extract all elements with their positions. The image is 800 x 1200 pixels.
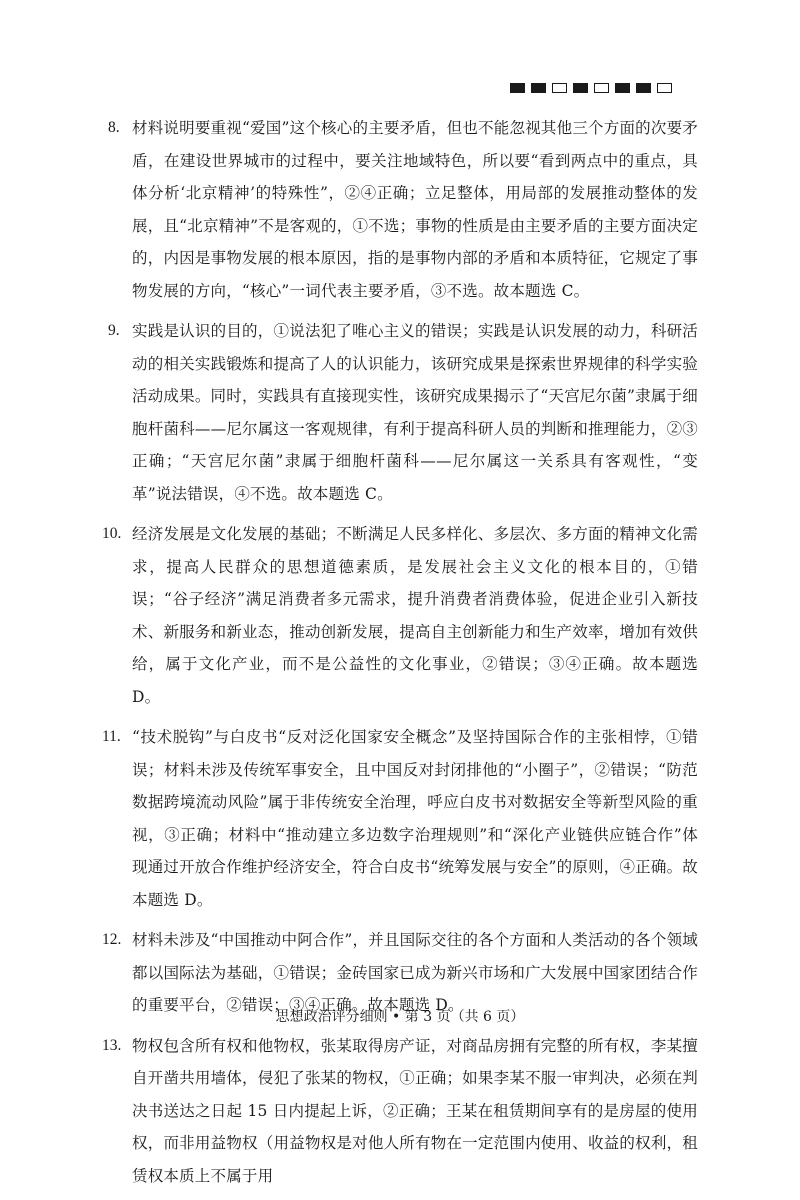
answer-text: 物权包含所有权和他物权，张某取得房产证，对商品房拥有完整的所有权，李某擅自开凿共用墙体，侵犯了张某的物权，①正确；如果李某不服一审判决，必须在判决书送达之日起 15 日内提起上诉，②正确；王某在租赁期间享有的是房屋的使用权，而非用益物权（用益物权是对他人所有物在一定范围内使用、收益的权利，租赁权本质上不属于用 — [132, 1036, 698, 1185]
answer-list — [102, 112, 698, 1200]
answer-number: 9. — [108, 322, 120, 339]
answer-item — [108, 112, 698, 307]
answer-number: 13. — [102, 1036, 122, 1054]
header-mark — [552, 83, 567, 93]
answer-text: 实践是认识的目的，①说法犯了唯心主义的错误；实践是认识发展的动力，科研活动的相关实践锻炼和提高了人的认识能力，该研究成果是探索世界规律的科学实验活动成果。同时，实践具有直接现实性，该研究成果揭示了“天宫尼尔菌”隶属于细胞杆菌科——尼尔属这一客观规律，有利于提高科研人员的判断和推理能力，②③正确；“天宫尼尔菌”隶属于细胞杆菌科——尼尔属这一关系具有客观性，“变革”说法错误，④不选。故本题选 C。 — [132, 322, 698, 503]
answer-number: 10. — [102, 525, 122, 542]
answer-text: 材料未涉及“中国推动中阿合作”，并且国际交往的各个方面和人类活动的各个领域都以国际法为基础，①错误；金砖国家已成为新兴市场和广大发展中国家团结合作的重要平台，②错误；③④正确。故本题选 D。 — [132, 931, 698, 1014]
header-mark — [510, 83, 525, 93]
answer-item — [108, 315, 698, 510]
page-footer: 思想政治评分细则 • 第 3 页（共 6 页） — [275, 1009, 525, 1025]
header-mark — [531, 83, 546, 93]
answer-text: 材料说明要重视“爱国”这个核心的主要矛盾，但也不能忽视其他三个方面的次要矛盾，在建设世界城市的过程中，要关注地域特色，所以要“看到两点中的重点，具体分析‘北京精神’的特殊性”，②④正确；立足整体，用局部的发展推动整体的发展，且“北京精神”不是客观的，①不选；事物的性质是由主要矛盾的主要方面决定的，内因是事物发展的根本原因，指的是事物内部的矛盾和本质特征，它规定了事物发展的方向，“核心”一词代表主要矛盾，③不选。故本题选 C。 — [132, 119, 698, 300]
header-mark — [573, 83, 588, 93]
answer-item — [102, 1030, 698, 1193]
header-mark — [594, 83, 609, 93]
header-mark — [657, 83, 672, 93]
answer-number: 8. — [108, 119, 120, 136]
header-marks — [510, 83, 672, 93]
header-mark — [615, 83, 630, 93]
answer-number: 11. — [102, 728, 121, 745]
answer-number: 12. — [102, 931, 122, 948]
answer-item — [102, 721, 698, 916]
answer-text: “技术脱钩”与白皮书“反对泛化国家安全概念”及坚持国际合作的主张相悖，①错误；材料未涉及传统军事安全，且中国反对封闭排他的“小圈子”，②错误；“防范数据跨境流动风险”属于非传统安全治理，呼应白皮书对数据安全等新型风险的重视，③正确；材料中“推动建立多边数字治理规则”和“深化产业链供应链合作”体现通过开放合作维护经济安全，符合白皮书“统筹发展与安全”的原则，④正确。故本题选 D。 — [132, 728, 698, 909]
header-mark — [636, 83, 651, 93]
answer-text: 经济发展是文化发展的基础；不断满足人民多样化、多层次、多方面的精神文化需求，提高人民群众的思想道德素质，是发展社会主义文化的根本目的，①错误；“谷子经济”满足消费者多元需求，提升消费者消费体验，促进企业引入新技术、新服务和新业态，推动创新发展，提高自主创新能力和生产效率，增加有效供给，属于文化产业，而不是公益性的文化事业，②错误；③④正确。故本题选 D。 — [132, 525, 698, 706]
answer-item — [102, 518, 698, 713]
